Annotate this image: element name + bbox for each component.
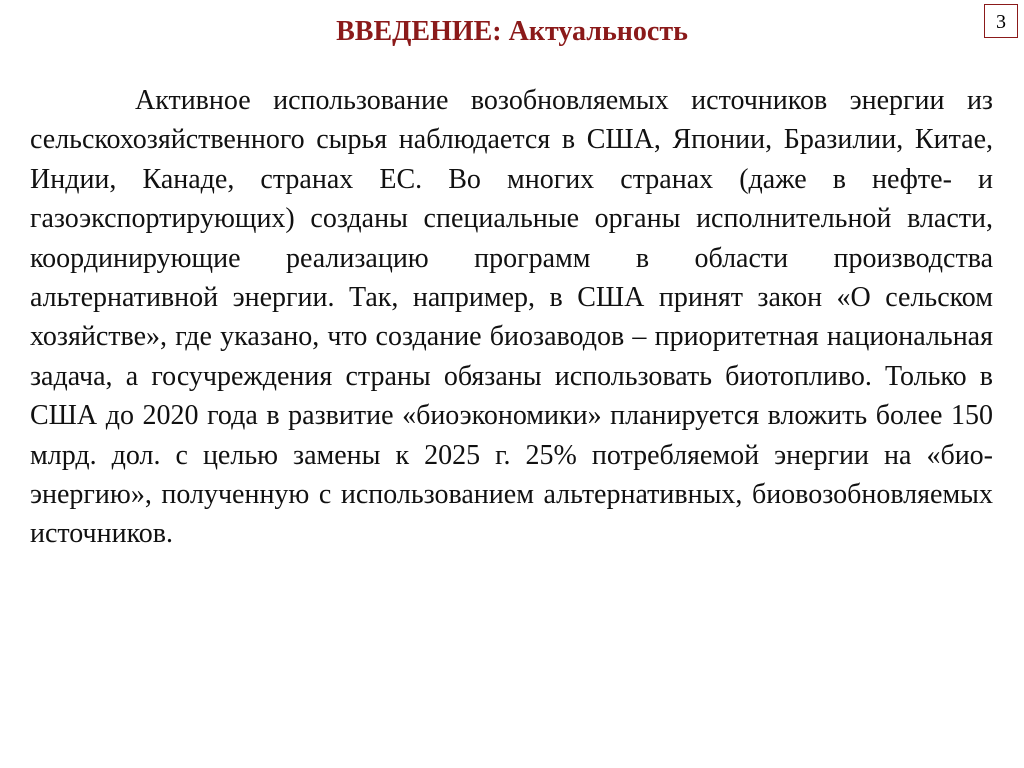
slide-title: ВВЕДЕНИЕ: Актуальность: [336, 16, 688, 47]
page-number: 3: [984, 4, 1018, 38]
body-paragraph: Активное использование возобновляемых источников энергии из сельскохозяйственного сырья наблюдается в США, Японии, Бразилии, Китае, Индии, Канаде, странах ЕС. Во многих странах (даже в нефте- и газоэкспортирующих) созданы специальные органы исполнительной власти, координирующие реализацию программ в области производства альтернативной энергии. Так, например, в США принят закон «О сельском хозяйстве», где указано, что создание биозаводов – приоритетная национальная задача, а госучреждения страны обязаны использовать биотопливо. Только в США до 2020 года в развитие «биоэкономики» планируется вложить более 150 млрд. дол. с целью замены к 2025 г. 25% потребляемой энергии на «био-энергию», полученную с использованием альтернативных, биовозобновляемых источников.: [30, 85, 993, 550]
